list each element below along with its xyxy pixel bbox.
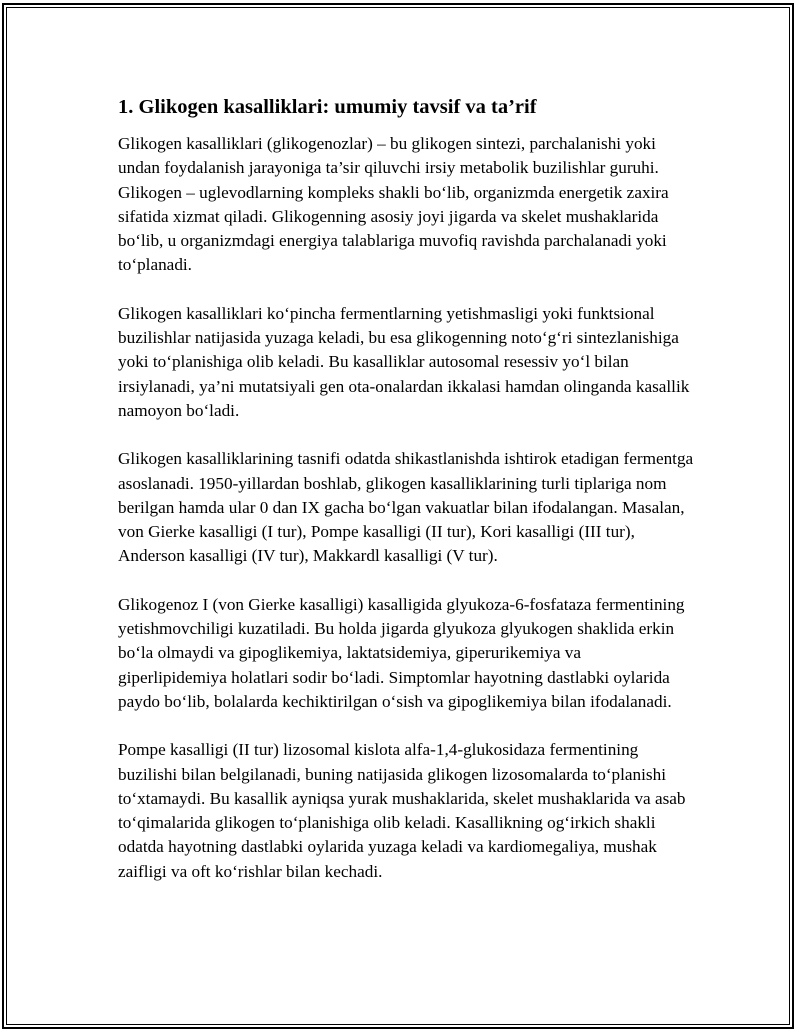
document-body [118, 94, 694, 908]
paragraph-definition: Glikogen kasalliklari (glikogenozlar) – bu glikogen sintezi, parchalanishi yoki undan foydalanish jarayoniga ta’sir qiluvchi irsiy metabolik buzilishlar guruhi. Glikogen – uglevodlarning kompleks shakli bo‘lib, organizmda energetik zaxira sifatida xizmat qiladi. Glikogenning asosiy joyi jigarda va skelet mushaklarida bo‘lib, u organizmdagi energiya talablariga muvofiq ravishda parchalanadi yoki to‘planadi. [118, 134, 669, 275]
paragraph-type-one: Glikogenoz I (von Gierke kasalligi) kasalligida glyukoza-6-fosfataza fermentining yetishmovchiligi kuzatiladi. Bu holda jigarda glyukoza glyukogen shaklida erkin bo‘la olmaydi va gipoglikemiya, laktatsidemiya, giperurikemiya va giperlipidemiya holatlari sodir bo‘ladi. Simptomlar hayotning dastlabki oylarida paydo bo‘lib, bolalarda kechiktirilgan o‘sish va gipoglikemiya bilan ifodalanadi. [118, 594, 685, 711]
paragraph-pompe: Pompe kasalligi (II tur) lizosomal kislota alfa-1,4-glukosidaza fermentining buzilishi bilan belgilanadi, buning natijasida glikogen lizosomalarda to‘planishi to‘xtamaydi. Bu kasallik ayniqsa yurak mushaklarida, skelet mushaklarida va asab to‘qimalarida glikogen to‘planishiga olib keladi. Kasallikning og‘irkich shakli odatda hayotning dastlabki oylarida yuzaga keladi va kardiomegaliya, mushak zaifligi va oft ko‘rishlar bilan kechadi. [118, 740, 686, 881]
section-heading: 1. Glikogen kasalliklari: umumiy tavsif va ta’rif [118, 96, 537, 118]
paragraph-classification: Glikogen kasalliklarining tasnifi odatda shikastlanishda ishtirok etadigan fermentga asoslanadi. 1950-yillardan boshlab, glikogen kasalliklarining turli tiplariga nom berilgan hamda ular 0 dan IX gacha bo‘lgan vakuatlar bilan ifodalangan. Masalan, von Gierke kasalligi (I tur), Pompe kasalligi (II tur), Kori kasalligi (III tur), Anderson kasalligi (IV tur), Makkardl kasalligi (V tur). [118, 449, 694, 566]
paragraph-causes: Glikogen kasalliklari ko‘pincha fermentlarning yetishmasligi yoki funktsional buzilishlar natijasida yuzaga keladi, bu esa glikogenning noto‘g‘ri sintezlanishiga yoki to‘planishiga olib keladi. Bu kasalliklar autosomal resessiv yo‘l bilan irsiylanadi, ya’ni mutatsiyali gen ota-onalardan ikkalasi hamdan olinganda kasallik namoyon bo‘ladi. [118, 303, 690, 420]
